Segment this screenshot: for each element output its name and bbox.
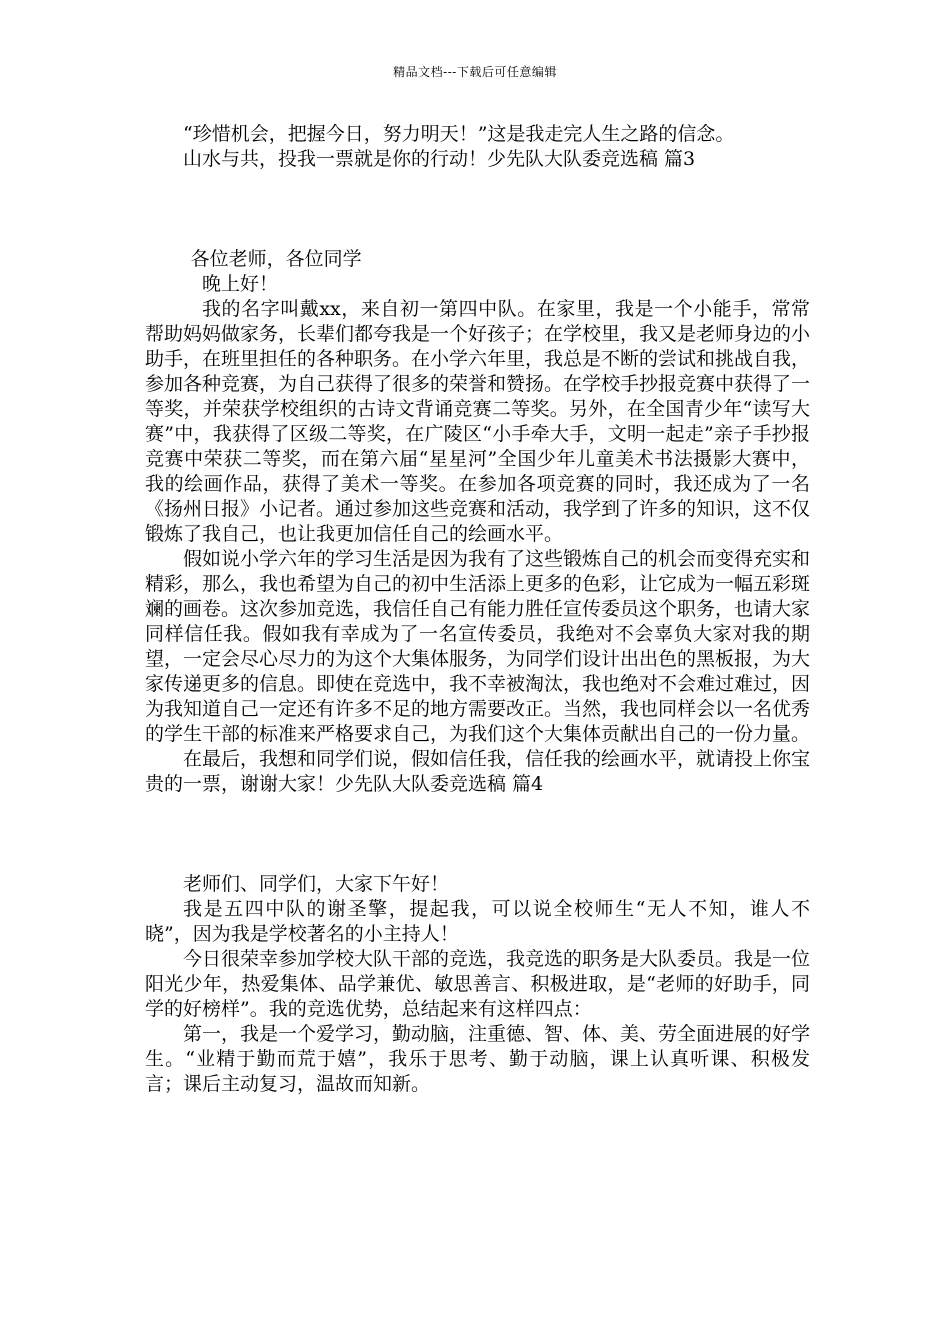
paragraph-greeting-4: 老师们、同学们，大家下午好！ (183, 873, 450, 895)
paragraph-salutation: 各位老师，各位同学 (190, 248, 362, 270)
page-header: 精品文档---下载后可任意编辑 (393, 65, 557, 79)
paragraph-aspiration: 假如说小学六年的学习生活是因为我有了这些锻炼自己的机会而变得充实和精彩，那么，我也希望为自己的初中生活添上更多的色彩，让它成为一幅五彩斑斓的画卷。这次参加竞选，我信任自己有能力胜任宣传委员这个职务，也请大家同样信任我。假如我有幸成为了一名宣传委员，我绝对不会辜负大家对我的期望，一定会尽心尽力的为这个大集体服务，为同学们设计出出色的黑板报，为大家传递更多的信息。即使在竞选中，我不幸被淘汰，我也绝对不会难过难过，因为我知道自己一定还有许多不足的地方需要改正。当然，我也同样会以一名优秀的学生干部的标准来严格要求自己，为我们这个大集体贡献出自己的一份力量。 (145, 548, 811, 745)
paragraph-introduction: 我的名字叫戴xx，来自初一第四中队。在家里，我是一个小能手，常常帮助妈妈做家务，长辈们都夸我是一个好孩子；在学校里，我又是老师身边的小助手，在班里担任的各种职务。在小学六年里，我总是不断的尝试和挑战自我，参加各种竞赛，为自己获得了很多的荣誉和赞扬。在学校手抄报竞赛中获得了一等奖，并荣获学校组织的古诗文背诵竞赛二等奖。另外，在全国青少年“读写大赛”中，我获得了区级二等奖，在广陵区“小手牵大手，文明一起走”亲子手抄报竞赛中荣获二等奖，而在第六届“星星河”全国少年儿童美术书法摄影大赛中，我的绘画作品，获得了美术一等奖。在参加各项竞赛的同时，我还成为了一名《扬州日报》小记者。通过参加这些竞赛和活动，我学到了许多的知识，这不仅锻炼了我自己，也让我更加信任自己的绘画水平。 (145, 298, 811, 545)
document-body (145, 122, 810, 1097)
section-gap (145, 172, 810, 247)
paragraph-candidacy: 今日很荣幸参加学校大队干部的竞选，我竞选的职务是大队委员。我是一位阳光少年，热爱集体、品学兼优、敏思善言、积极进取，是“老师的好助手，同学的好榜样”。我的竞选优势，总结起来有这样四点： (145, 948, 811, 1020)
paragraph-section-title-3: 山水与共，投我一票就是你的行动！少先队大队委竞选稿 篇3 (183, 148, 696, 170)
paragraph-greeting: 晚上好！ (202, 273, 279, 295)
paragraph-point-one: 第一，我是一个爱学习，勤动脑，注重德、智、体、美、劳全面进展的好学生。“业精于勤而荒于嬉”，我乐于思考、勤于动脑，课上认真听课、积极发言；课后主动复习，温故而知新。 (145, 1023, 811, 1095)
section-gap (145, 797, 810, 872)
paragraph-belief: “珍惜机会，把握今日，努力明天！”这是我走完人生之路的信念。 (183, 123, 735, 145)
paragraph-self-intro: 我是五四中队的谢圣擎，提起我，可以说全校师生“无人不知，谁人不晓”，因为我是学校著名的小主持人！ (145, 898, 810, 945)
paragraph-closing: 在最后，我想和同学们说，假如信任我，信任我的绘画水平，就请投上你宝贵的一票，谢谢大家！少先队大队委竞选稿 篇4 (145, 748, 811, 795)
